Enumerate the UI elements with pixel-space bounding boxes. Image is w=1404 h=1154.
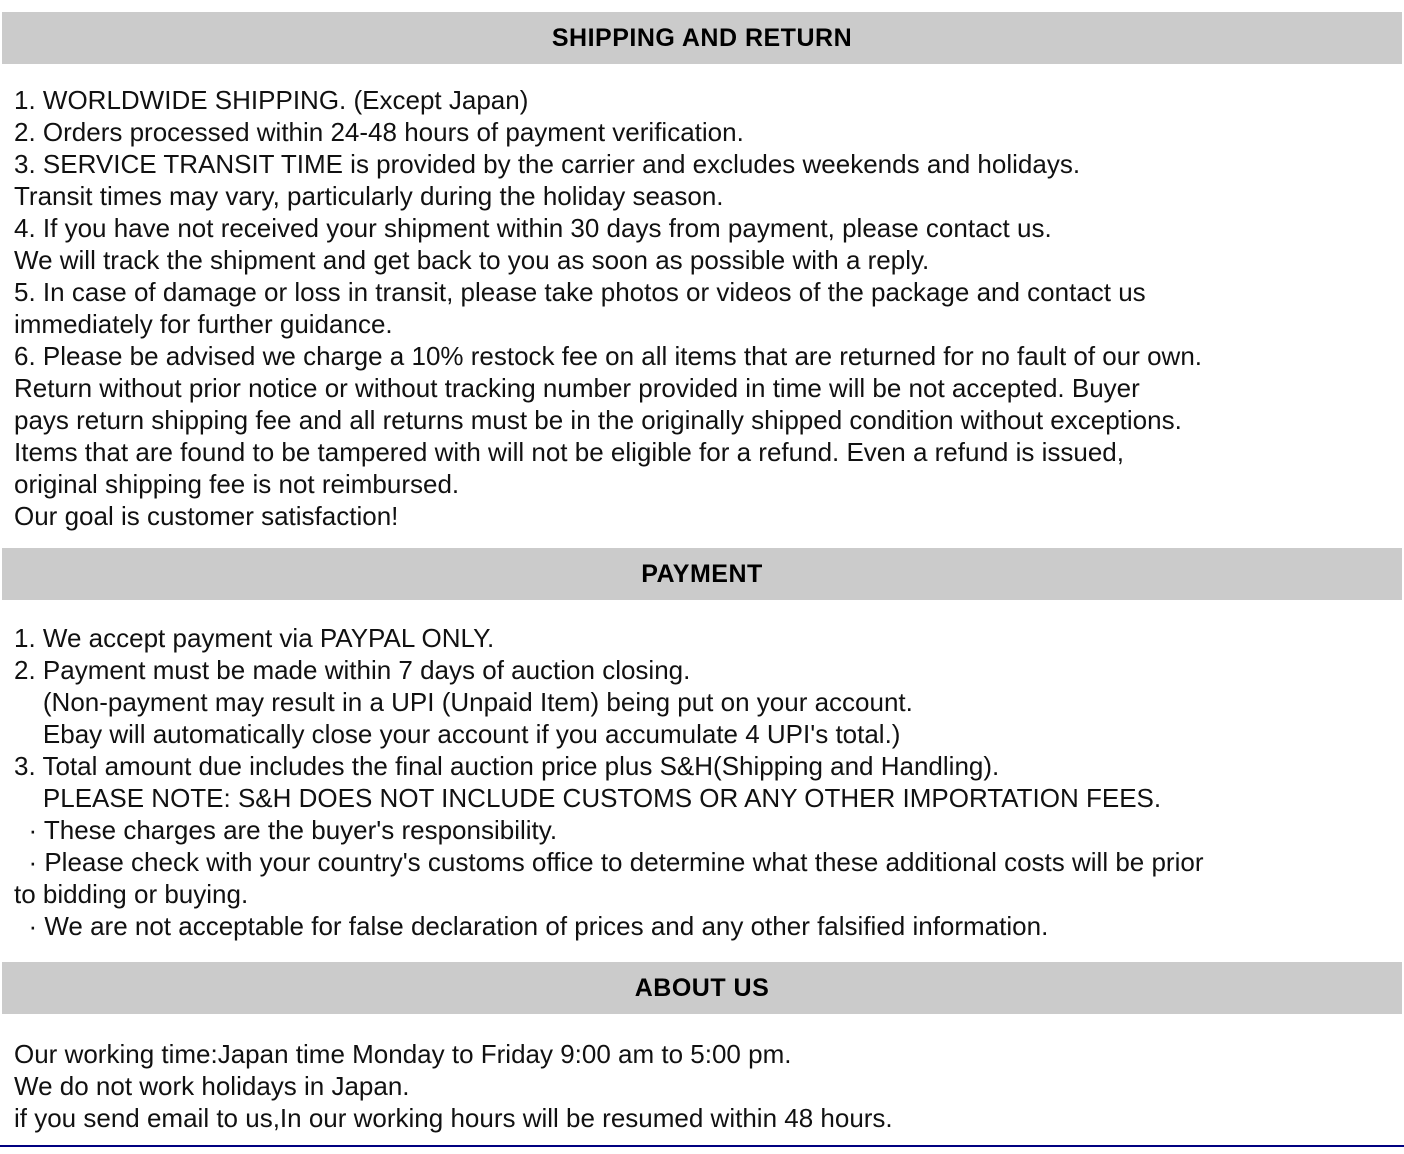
text-line: · These charges are the buyer's responsibility. [14,815,558,845]
text-line: Our goal is customer satisfaction! [14,501,399,531]
section-title-about-us: ABOUT US [634,973,770,1002]
text-line: Items that are found to be tampered with will not be eligible for a refund. Even a refund is issued, [14,437,1124,467]
section-body-shipping-and-return [0,84,1404,532]
section-about-us [0,962,1404,1134]
text-line: Ebay will automatically close your account if you accumulate 4 UPI's total.) [14,719,901,749]
text-line: · We are not acceptable for false declaration of prices and any other falsified information. [14,911,1049,941]
text-line: · Please check with your country's customs office to determine what these additional costs will be prior [14,847,1204,877]
text-line: 1. We accept payment via PAYPAL ONLY. [14,623,495,653]
text-line: We will track the shipment and get back to you as soon as possible with a reply. [14,245,930,275]
text-line: Return without prior notice or without tracking number provided in time will be not accepted. Buyer [14,373,1140,403]
section-title-shipping-and-return: SHIPPING AND RETURN [551,23,853,52]
text-line: original shipping fee is not reimbursed. [14,469,460,499]
text-line: 3. Total amount due includes the final auction price plus S&H(Shipping and Handling). [14,751,1000,781]
text-line: Transit times may vary, particularly during the holiday season. [14,181,724,211]
bottom-divider [0,1145,1404,1147]
section-body-about-us [0,1038,1404,1134]
text-line: 4. If you have not received your shipment within 30 days from payment, please contact us. [14,213,1052,243]
text-line: We do not work holidays in Japan. [14,1071,410,1101]
text-line: 6. Please be advised we charge a 10% restock fee on all items that are returned for no fault of our own. [14,341,1203,371]
section-body-payment [0,622,1404,942]
section-title-payment: PAYMENT [641,559,763,588]
text-line: to bidding or buying. [14,879,249,909]
text-line: if you send email to us,In our working hours will be resumed within 48 hours. [14,1103,893,1133]
text-line: immediately for further guidance. [14,309,393,339]
section-shipping-and-return [0,12,1404,532]
section-header-shipping-and-return [2,12,1402,64]
text-line: 1. WORLDWIDE SHIPPING. (Except Japan) [14,85,529,115]
section-header-about-us [2,962,1402,1014]
text-line: pays return shipping fee and all returns must be in the originally shipped condition without exceptions. [14,405,1182,435]
text-line: PLEASE NOTE: S&H DOES NOT INCLUDE CUSTOMS OR ANY OTHER IMPORTATION FEES. [14,783,1162,813]
text-line: Our working time:Japan time Monday to Friday 9:00 am to 5:00 pm. [14,1039,792,1069]
section-header-payment [2,548,1402,600]
section-payment [0,548,1404,942]
text-line: 5. In case of damage or loss in transit, please take photos or videos of the package and contact us [14,277,1146,307]
text-line: 3. SERVICE TRANSIT TIME is provided by the carrier and excludes weekends and holidays. [14,149,1081,179]
text-line: 2. Orders processed within 24-48 hours of payment verification. [14,117,744,147]
text-line: (Non-payment may result in a UPI (Unpaid Item) being put on your account. [14,687,913,717]
text-line: 2. Payment must be made within 7 days of auction closing. [14,655,691,685]
